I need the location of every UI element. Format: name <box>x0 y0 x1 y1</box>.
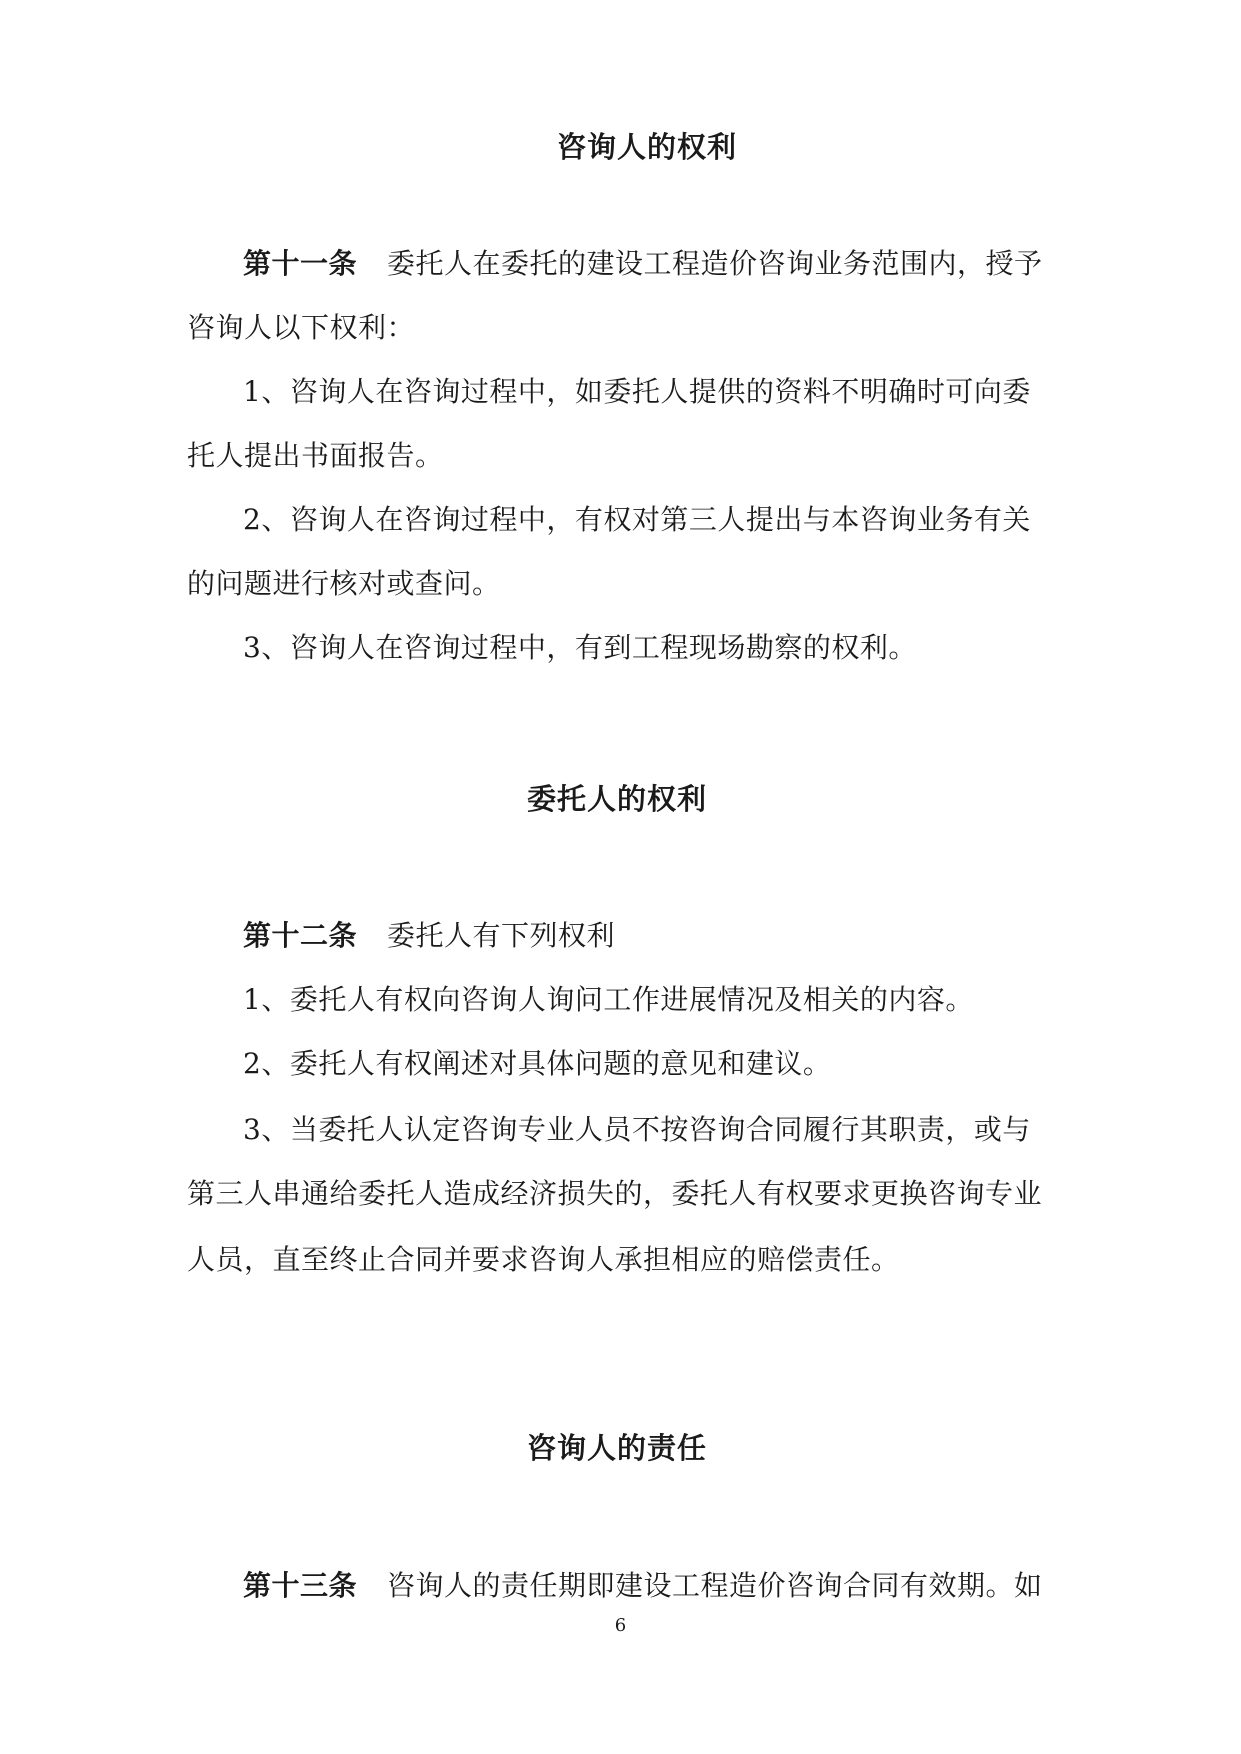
article-11-item-3-line-1: 3、咨询人在咨询过程中，有到工程现场勘察的权利。 <box>243 631 917 664</box>
page-number: 6 <box>614 1615 627 1636</box>
section-heading-consultant-responsibility: 咨询人的责任 <box>527 1431 708 1465</box>
article-11-text: 委托人在委托的建设工程造价咨询业务范围内，授予 <box>387 247 1043 280</box>
article-12-item-1-line-1: 1、委托人有权向咨询人询问工作进展情况及相关的内容。 <box>243 983 974 1016</box>
article-11-item-2-line-2: 的问题进行核对或查问。 <box>187 567 501 600</box>
article-13-label: 第十三条 <box>243 1569 358 1602</box>
article-11-line-2: 咨询人以下权利： <box>187 311 416 344</box>
article-11-label: 第十一条 <box>243 247 358 280</box>
section-heading-client-rights: 委托人的权利 <box>527 782 708 816</box>
article-11-item-1-line-1: 1、咨询人在咨询过程中，如委托人提供的资料不明确时可向委 <box>243 375 1031 408</box>
article-11-line-1 <box>243 244 1043 284</box>
article-12-text: 委托人有下列权利 <box>387 919 616 952</box>
article-12-item-2-line-1: 2、委托人有权阐述对具体问题的意见和建议。 <box>243 1047 832 1080</box>
article-13-text: 咨询人的责任期即建设工程造价咨询合同有效期。如 <box>387 1569 1043 1602</box>
article-12-item-3-line-2: 第三人串通给委托人造成经济损失的，委托人有权要求更换咨询专业 <box>187 1177 1043 1210</box>
article-12-item-3-line-1: 3、当委托人认定咨询专业人员不按咨询合同履行其职责，或与 <box>243 1113 1031 1146</box>
article-12-item-3-line-3: 人员，直至终止合同并要求咨询人承担相应的赔偿责任。 <box>187 1243 900 1276</box>
article-12-label: 第十二条 <box>243 919 358 952</box>
section-heading-consultant-rights: 咨询人的权利 <box>557 130 738 164</box>
article-12-line-1 <box>243 916 615 956</box>
article-13-line-1 <box>243 1566 1043 1606</box>
article-11-item-1-line-2: 托人提出书面报告。 <box>187 439 444 472</box>
article-11-item-2-line-1: 2、咨询人在咨询过程中，有权对第三人提出与本咨询业务有关 <box>243 503 1031 536</box>
